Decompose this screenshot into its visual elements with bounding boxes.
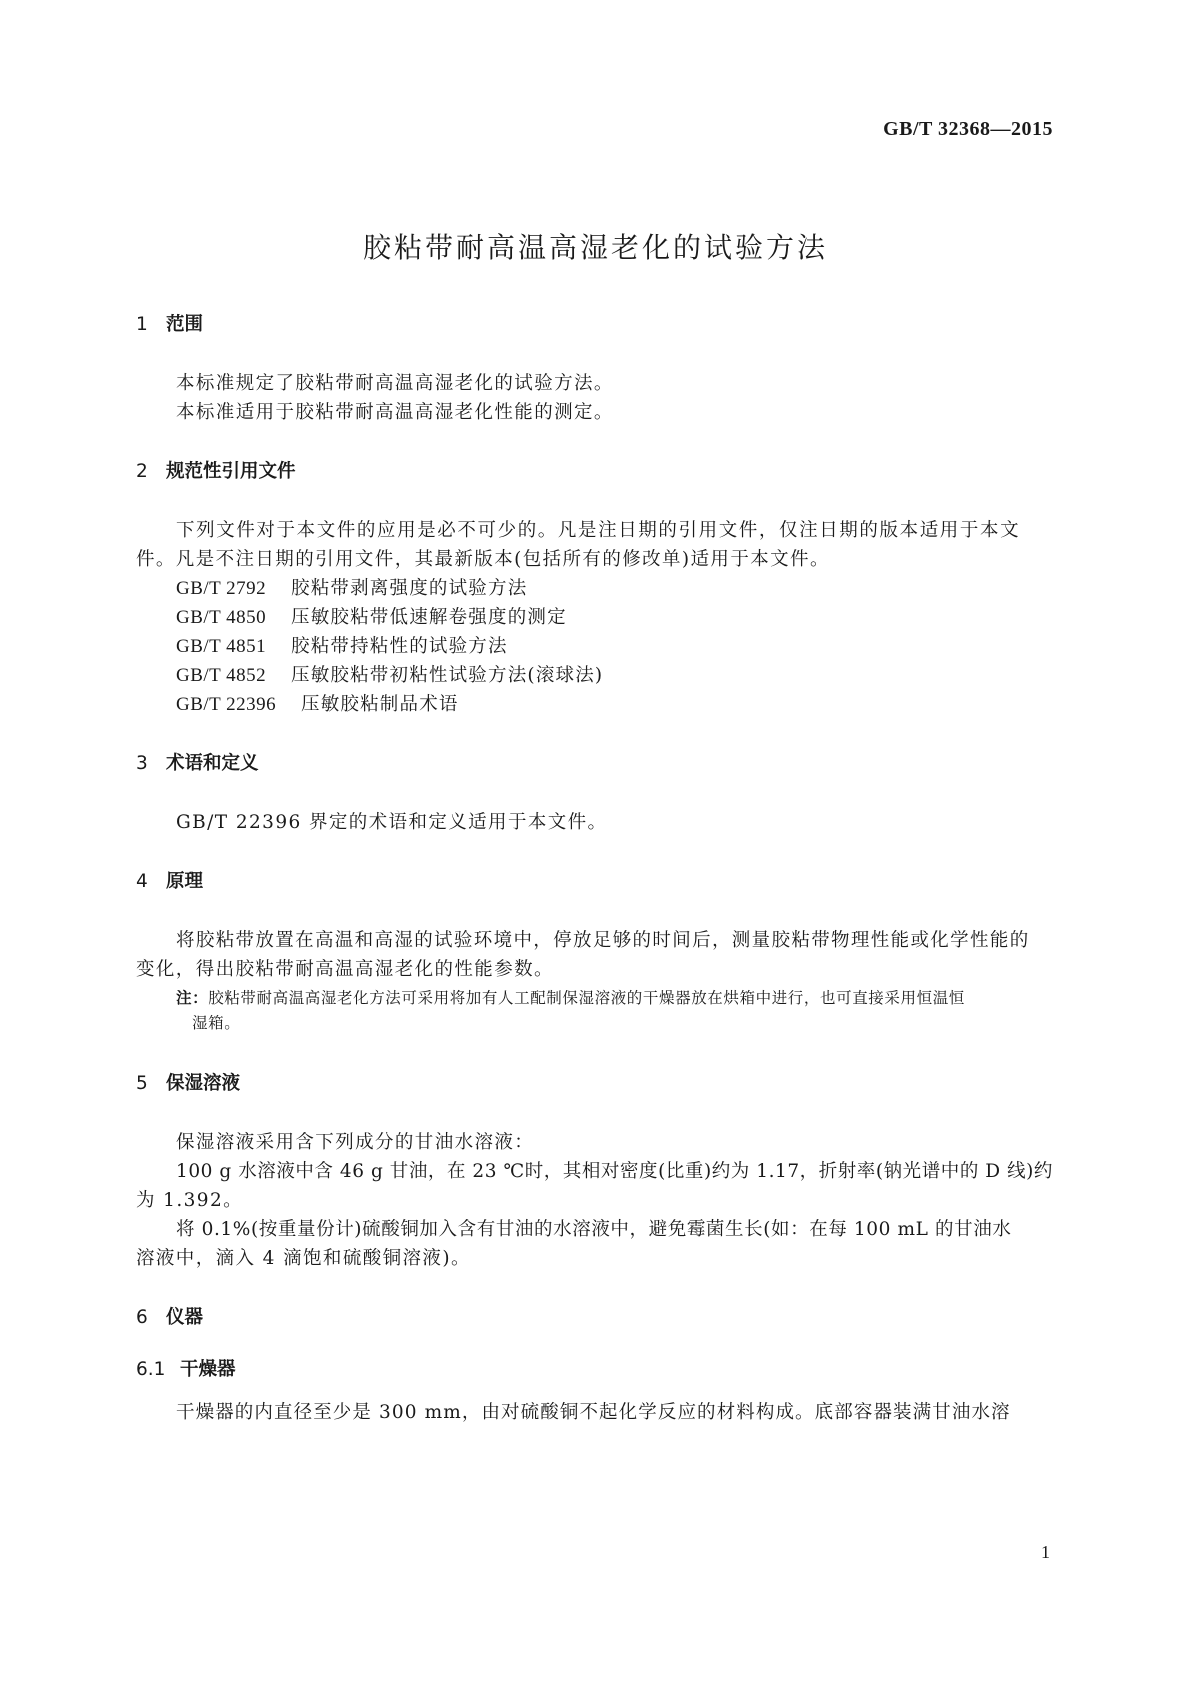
paragraph: GB/T 22396 界定的术语和定义适用于本文件。: [176, 812, 608, 833]
reference-title: 压敏胶粘带低速解卷强度的测定: [291, 607, 567, 628]
paragraph: 件。凡是不注日期的引用文件，其最新版本(包括所有的修改单)适用于本文件。: [136, 549, 830, 570]
section-5-heading: [136, 1069, 240, 1095]
paragraph: 为 1.392。: [136, 1190, 244, 1211]
reference-item: [176, 603, 567, 629]
section-1-heading: [136, 310, 203, 336]
paragraph: 本标准适用于胶粘带耐高温高湿老化性能的测定。: [176, 402, 614, 423]
reference-title: 胶粘带持粘性的试验方法: [291, 636, 508, 657]
reference-title: 胶粘带剥离强度的试验方法: [291, 578, 528, 599]
reference-item: [176, 661, 603, 687]
section-2-heading: [136, 457, 296, 483]
section-title: 范围: [166, 314, 204, 335]
section-number: 6: [136, 1307, 148, 1328]
section-title: 仪器: [166, 1307, 204, 1328]
section-4-heading: [136, 867, 203, 893]
reference-item: [176, 574, 527, 600]
paragraph: 变化，得出胶粘带耐高温高湿老化的性能参数。: [136, 959, 554, 980]
reference-code: GB/T 22396: [176, 694, 277, 715]
section-number: 1: [136, 314, 148, 335]
section-6-heading: [136, 1303, 203, 1329]
reference-code: GB/T 4851: [176, 636, 267, 657]
document-title: 胶粘带耐高温高湿老化的试验方法: [362, 231, 828, 264]
paragraph: 将 0.1%(按重量份计)硫酸铜加入含有甘油的水溶液中，避免霉菌生长(如：在每 100 mL 的甘油水: [176, 1219, 1012, 1240]
section-number: 2: [136, 461, 148, 482]
reference-item: [176, 690, 459, 716]
reference-title: 压敏胶粘带初粘性试验方法(滚球法): [291, 665, 604, 686]
note-continuation: 湿箱。: [192, 1014, 241, 1032]
reference-code: GB/T 4852: [176, 665, 267, 686]
section-title: 保湿溶液: [166, 1073, 241, 1094]
reference-item: [176, 632, 508, 658]
subsection-title: 干燥器: [180, 1359, 236, 1380]
note: [176, 986, 965, 1008]
page-number: 1: [1041, 1542, 1050, 1562]
paragraph: 本标准规定了胶粘带耐高温高湿老化的试验方法。: [176, 373, 614, 394]
paragraph: 下列文件对于本文件的应用是必不可少的。凡是注日期的引用文件，仅注日期的版本适用于本文: [176, 520, 1021, 541]
reference-title: 压敏胶粘制品术语: [301, 694, 459, 715]
section-title: 原理: [166, 871, 204, 892]
paragraph: 保湿溶液采用含下列成分的甘油水溶液：: [176, 1132, 535, 1153]
paragraph: 溶液中，滴入 4 滴饱和硫酸铜溶液)。: [136, 1248, 471, 1269]
subsection-6-1-heading: [136, 1355, 236, 1381]
section-number: 5: [136, 1073, 148, 1094]
note-label: 注：: [176, 989, 209, 1007]
note-text: 胶粘带耐高温高湿老化方法可采用将加有人工配制保湿溶液的干燥器放在烘箱中进行，也可直接采用恒温恒: [208, 989, 965, 1007]
reference-code: GB/T 4850: [176, 607, 267, 628]
paragraph: 干燥器的内直径至少是 300 mm，由对硫酸铜不起化学反应的材料构成。底部容器装满甘油水溶: [176, 1402, 1011, 1423]
subsection-number: 6.1: [136, 1359, 166, 1380]
section-number: 4: [136, 871, 148, 892]
paragraph: 100 g 水溶液中含 46 g 甘油，在 23 ℃时，其相对密度(比重)约为 1.17，折射率(钠光谱中的 D 线)约: [176, 1161, 1053, 1182]
paragraph: 将胶粘带放置在高温和高湿的试验环境中，停放足够的时间后，测量胶粘带物理性能或化学性能的: [176, 930, 1030, 951]
section-3-heading: [136, 749, 259, 775]
section-number: 3: [136, 753, 148, 774]
reference-code: GB/T 2792: [176, 578, 267, 599]
section-title: 规范性引用文件: [166, 461, 296, 482]
standard-number: GB/T 32368—2015: [883, 118, 1053, 140]
section-title: 术语和定义: [166, 753, 259, 774]
